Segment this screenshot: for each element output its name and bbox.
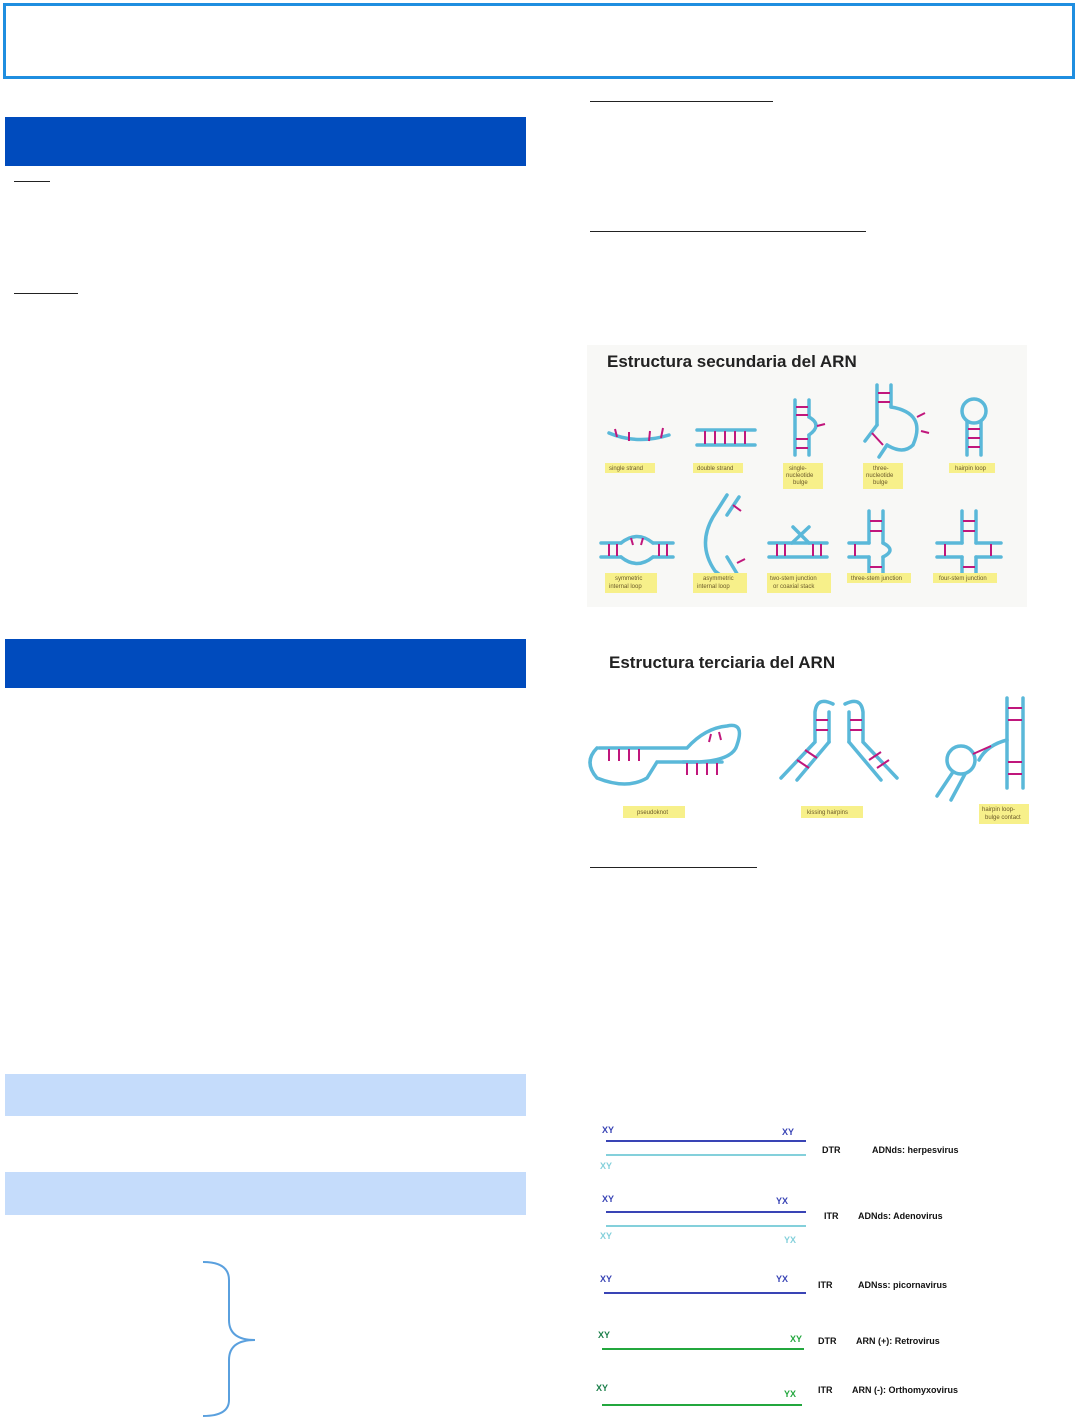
section-header-3 [5, 1074, 526, 1116]
section-header-4 [5, 1172, 526, 1215]
row2-desc: ADNds: Adenovirus [858, 1211, 943, 1221]
section-header-2 [5, 639, 526, 688]
genome-row-2 [600, 1194, 943, 1245]
rna-secondary-structure-figure [587, 345, 1027, 607]
tertiary-figure-title: Estructura terciaria del ARN [609, 653, 836, 672]
genome-row-1 [600, 1125, 959, 1171]
row2-right2-tag: YX [784, 1235, 797, 1245]
svg-text:hairpin loop-: hairpin loop- [982, 807, 1016, 813]
subheading-underline-1 [14, 181, 50, 182]
subheading-underline-3 [590, 101, 773, 102]
section-header-1 [5, 117, 526, 166]
genome-row-5 [596, 1383, 958, 1405]
row3-right-tag: YX [776, 1274, 789, 1284]
svg-text:nucleotide: nucleotide [786, 473, 814, 479]
svg-text:four-stem junction: four-stem junction [939, 576, 987, 582]
subheading-underline-2 [14, 293, 78, 294]
svg-text:internal loop: internal loop [697, 584, 730, 590]
svg-text:hairpin loop: hairpin loop [955, 466, 987, 472]
row4-desc: ARN (+): Retrovirus [856, 1336, 940, 1346]
svg-text:bulge contact: bulge contact [985, 815, 1021, 821]
svg-text:bulge: bulge [873, 480, 888, 486]
svg-text:internal loop: internal loop [609, 584, 642, 590]
svg-text:single-: single- [789, 466, 807, 472]
svg-text:nucleotide: nucleotide [866, 473, 894, 479]
row3-desc: ADNss: picornavirus [858, 1280, 948, 1290]
terminal-repeat-diagram [590, 1118, 1070, 1414]
row3-left-tag: XY [600, 1274, 613, 1284]
svg-text:three-: three- [873, 466, 889, 472]
genome-row-4 [598, 1330, 940, 1349]
row4-right-tag: XY [790, 1334, 803, 1344]
label-single-strand: single strand [609, 466, 644, 472]
row1-left2-tag: XY [600, 1161, 613, 1171]
row4-type: DTR [818, 1336, 837, 1346]
svg-text:bulge: bulge [793, 480, 808, 486]
row5-left-tag: XY [596, 1383, 609, 1393]
row2-left2-tag: XY [600, 1231, 613, 1241]
row2-left-tag: XY [602, 1194, 615, 1204]
row5-desc: ARN (-): Orthomyxovirus [852, 1385, 959, 1395]
row2-type: ITR [824, 1211, 839, 1221]
label-pseudoknot: pseudoknot [637, 810, 669, 816]
title-frame [3, 3, 1075, 79]
rna-tertiary-structure-figure [587, 650, 1037, 830]
svg-text:or coaxial stack: or coaxial stack [773, 584, 815, 590]
row2-right-tag: YX [776, 1196, 789, 1206]
row1-left-tag: XY [602, 1125, 615, 1135]
svg-text:asymmetric: asymmetric [703, 576, 734, 582]
svg-text:three-stem junction: three-stem junction [851, 576, 903, 582]
subheading-underline-5 [590, 867, 757, 868]
row4-left-tag: XY [598, 1330, 611, 1340]
row1-type: DTR [822, 1145, 841, 1155]
genome-row-3 [600, 1274, 947, 1293]
row5-right-tag: YX [784, 1389, 797, 1399]
subheading-underline-4 [590, 231, 866, 232]
row3-type: ITR [818, 1280, 833, 1290]
svg-text:double strand: double strand [697, 466, 734, 472]
secondary-figure-title: Estructura secundaria del ARN [607, 352, 857, 371]
row5-type: ITR [818, 1385, 833, 1395]
svg-text:symmetric: symmetric [615, 576, 643, 582]
row1-desc: ADNds: herpesvirus [872, 1145, 959, 1155]
svg-text:kissing hairpins: kissing hairpins [807, 810, 849, 816]
curly-brace [195, 1258, 265, 1420]
svg-text:two-stem junction: two-stem junction [770, 576, 817, 582]
row1-right-tag: XY [782, 1127, 795, 1137]
